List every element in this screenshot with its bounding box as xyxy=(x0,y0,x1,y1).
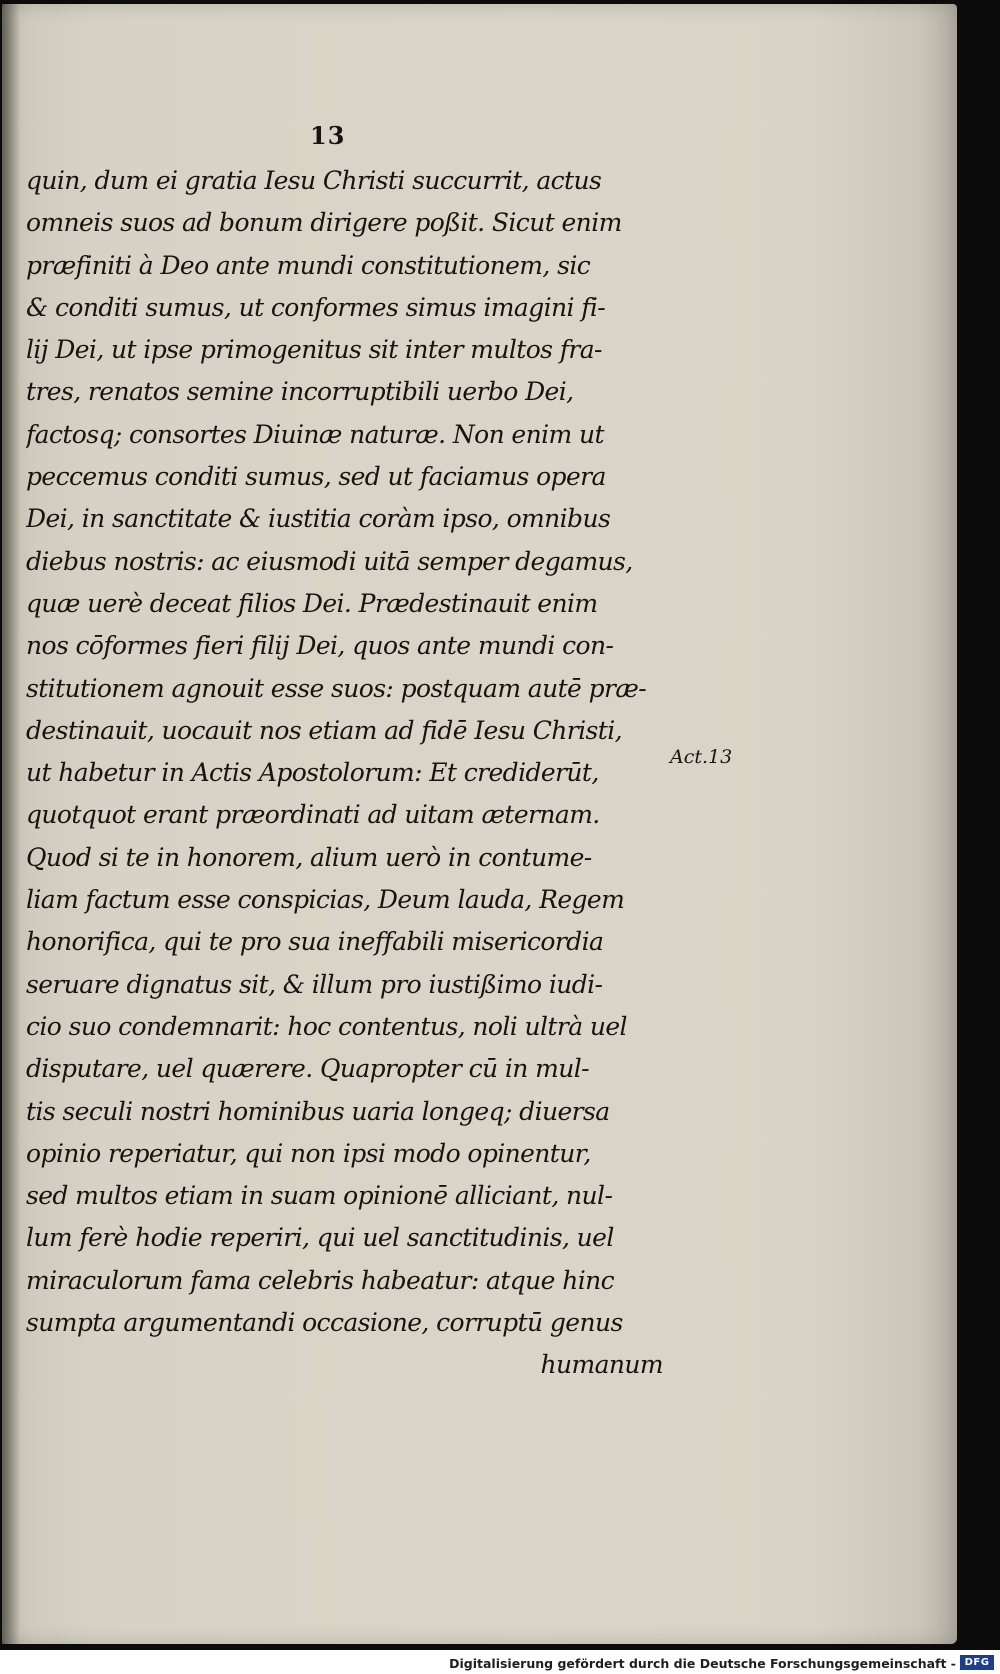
text-line: disputare, uel quærere. Quapropter cū in mul- xyxy=(26,1054,589,1084)
text-line: & conditi sumus, ut conformes simus imagini fi- xyxy=(26,292,606,322)
text-line: ut habetur in Actis Apostolorum: Et crediderūt, xyxy=(26,758,599,788)
text-line: quæ uerè deceat filios Dei. Prædestinauit enim xyxy=(26,588,598,618)
dfg-logo: DFG xyxy=(960,1655,994,1670)
text-line: lij Dei, ut ipse primogenitus sit inter multos fra- xyxy=(26,335,602,365)
text-line: Quod si te in honorem, alium uerò in contume- xyxy=(26,842,592,872)
text-line: quotquot erant præordinati ad uitam æternam. xyxy=(26,800,600,830)
text-line: lum ferè hodie reperiri, qui uel sanctitudinis, uel xyxy=(26,1223,614,1253)
text-line: stitutionem agnouit esse suos: postquam autē præ- xyxy=(26,673,647,703)
digitization-credit: Digitalisierung gefördert durch die Deutsche Forschungsgemeinschaft - xyxy=(449,1656,956,1671)
text-line: nos cōformes fieri filij Dei, quos ante mundi con- xyxy=(26,631,614,661)
text-line: tres, renatos semine incorruptibili uerbo Dei, xyxy=(26,377,574,407)
text-line: diebus nostris: ac eiusmodi uitā semper degamus, xyxy=(26,546,633,576)
page-number: 13 xyxy=(310,121,346,150)
text-line: Dei, in sanctitate & iustitia coràm ipso, omnibus xyxy=(26,504,611,534)
text-line: præfiniti à Deo ante mundi constitutionem, sic xyxy=(26,250,591,280)
text-line: cio suo condemnarit: hoc contentus, noli ultrà uel xyxy=(26,1011,627,1041)
body-text xyxy=(26,160,671,1387)
text-line: quin, dum ei gratia Iesu Christi succurrit, actus xyxy=(26,166,602,195)
text-line: honorifica, qui te pro sua ineffabili misericordia xyxy=(26,927,604,957)
gutter-shadow xyxy=(2,4,20,1644)
catchword: humanum xyxy=(540,1350,663,1380)
text-line: opinio reperiatur, qui non ipsi modo opinentur, xyxy=(26,1138,591,1168)
text-line: seruare dignatus sit, & illum pro iustißimo iudi- xyxy=(26,969,603,999)
text-line: miraculorum fama celebris habeatur: atque hinc xyxy=(26,1265,615,1295)
text-line: factosq; consortes Diuinæ naturæ. Non enim ut xyxy=(26,419,604,449)
text-line: sumpta argumentandi occasione, corruptū genus xyxy=(26,1308,623,1338)
text-line: destinauit, uocauit nos etiam ad fidē Iesu Christi, xyxy=(26,715,622,745)
text-line: liam factum esse conspicias, Deum lauda, Regem xyxy=(26,885,625,915)
text-line: sed multos etiam in suam opinionē alliciant, nul- xyxy=(26,1181,613,1211)
text-line: omneis suos ad bonum dirigere poßit. Sicut enim xyxy=(26,208,622,238)
text-line: peccemus conditi sumus, sed ut faciamus opera xyxy=(26,462,606,492)
marginal-note: Act.13 xyxy=(670,746,733,768)
text-line: tis seculi nostri hominibus uaria longeq; diuersa xyxy=(26,1096,610,1126)
